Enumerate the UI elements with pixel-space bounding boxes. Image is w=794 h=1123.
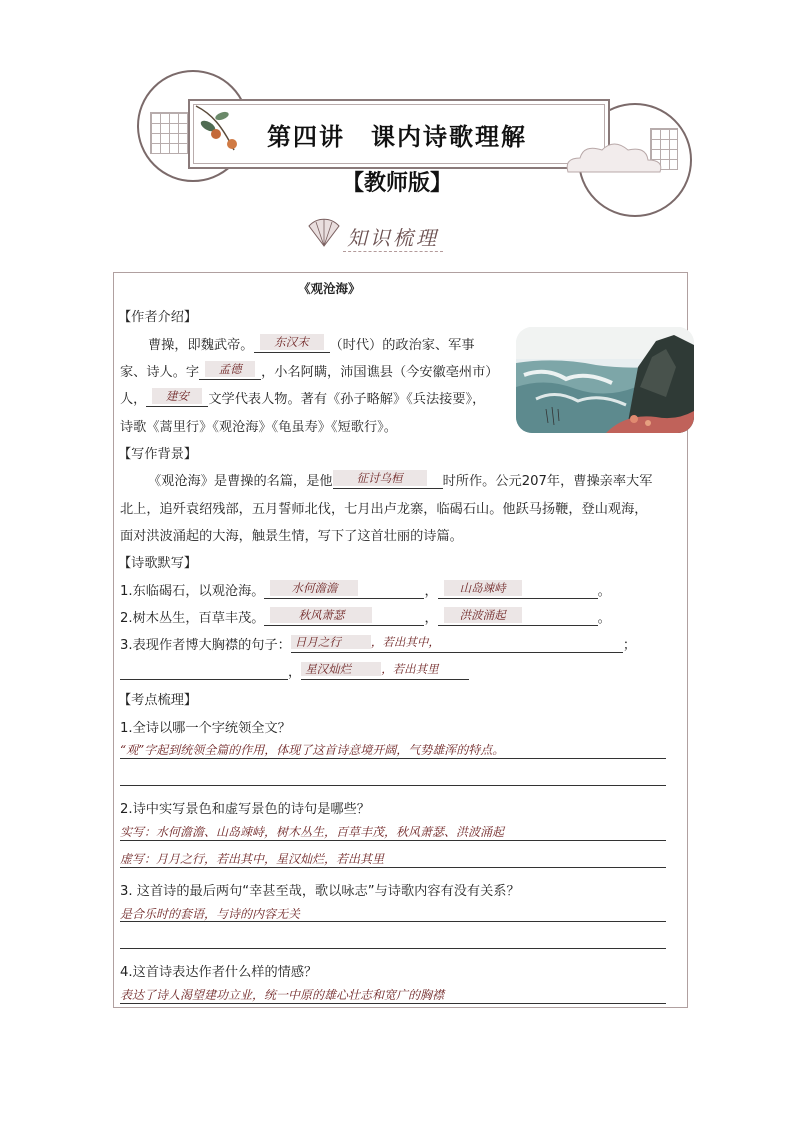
key-answer-3: 是合乐时的套语，与诗的内容无关 — [120, 907, 301, 921]
answer-blank — [291, 636, 463, 653]
author-intro-heading: 【作者介绍】 — [118, 310, 198, 325]
recitation-q1 — [120, 580, 611, 599]
text: 文学代表人物。著有《孙子略解》《兵法接要》， — [208, 392, 486, 407]
answer-blank — [463, 636, 623, 653]
period: 。 — [597, 611, 611, 626]
fan-icon — [306, 214, 342, 250]
blank-campaign — [333, 472, 443, 489]
semicolon: ； — [622, 638, 637, 653]
answer-text: 山岛竦峙 — [444, 580, 522, 596]
background-heading: 【写作背景】 — [118, 447, 198, 462]
author-line-3 — [120, 388, 485, 407]
background-line-2: 北上，追歼袁绍残部，五月誓师北伐，七月出卢龙寨，临碣石山。他跃马扬鞭，登山观海， — [120, 502, 648, 517]
answer-line — [120, 867, 666, 868]
key-question-3: 3. 这首诗的最后两句“幸甚至哉，歌以咏志”与诗歌内容有没有关系？ — [120, 884, 520, 899]
answer-blank — [120, 663, 288, 680]
answer-era: 东汉末 — [260, 334, 324, 350]
recitation-q2 — [120, 607, 611, 626]
text: 《观沧海》是曹操的名篇，是他 — [148, 474, 333, 489]
author-line-1 — [148, 334, 475, 353]
seascape-painting-image — [516, 327, 694, 433]
background-line-3: 面对洪波涌起的大海，触景生情，写下了这首壮丽的诗篇。 — [120, 529, 463, 544]
author-line-2 — [120, 361, 499, 380]
answer-line — [120, 1003, 666, 1004]
text: 1.东临碣石，以观沧海。 — [120, 584, 265, 599]
answer-line — [120, 921, 666, 922]
answer-blank — [438, 609, 598, 626]
key-answer-1: “观”字起到统领全篇的作用，体现了这首诗意境开阔，气势雄浑的特点。 — [120, 743, 505, 757]
answer-text: 秋风萧瑟 — [270, 607, 372, 623]
answer-line — [120, 840, 666, 841]
text: 3.表现作者博大胸襟的句子： — [120, 638, 291, 653]
key-question-4: 4.这首诗表达作者什么样的情感？ — [120, 965, 318, 980]
page-subtitle: 【教师版】 — [341, 170, 452, 196]
text: 家、诗人。字 — [120, 365, 200, 380]
key-answer-4: 表达了诗人渴望建功立业，统一中原的雄心壮志和宽广的胸襟 — [120, 988, 445, 1002]
answer-courtesy-name: 孟德 — [205, 361, 255, 377]
key-points-heading: 【考点梳理】 — [118, 693, 198, 708]
key-answer-2a: 实写：水何澹澹、山岛竦峙，树木丛生，百草丰茂，秋风萧瑟、洪波涌起 — [120, 825, 505, 839]
recitation-heading: 【诗歌默写】 — [118, 556, 198, 571]
answer-tail: ，若出其中， — [370, 635, 440, 649]
author-line-4: 诗歌《蒿里行》《观沧海》《龟虽寿》《短歌行》。 — [120, 420, 397, 435]
key-question-2: 2.诗中实写景色和虚写景色的诗句是哪些？ — [120, 802, 370, 817]
recitation-q3-line-2 — [120, 661, 469, 680]
answer-text — [291, 634, 463, 650]
answer-line — [120, 758, 666, 759]
answer-highlight: 日月之行 — [291, 635, 371, 649]
text: 人， — [120, 392, 147, 407]
comma: ， — [424, 611, 438, 626]
answer-text: 洪波涌起 — [444, 607, 522, 623]
text: 曹操，即魏武帝。 — [148, 338, 254, 353]
text: 时所作。公元207年，曹操亲率大军 — [442, 474, 653, 489]
blank-era — [254, 336, 330, 353]
comma: ， — [424, 584, 438, 599]
key-question-1: 1.全诗以哪一个字统领全文？ — [120, 721, 291, 736]
answer-blank — [264, 582, 424, 599]
answer-campaign: 征讨乌桓 — [333, 470, 427, 486]
text: 2.树木丛生，百草丰茂。 — [120, 611, 265, 626]
answer-blank — [438, 582, 598, 599]
answer-line — [120, 785, 666, 786]
period: 。 — [597, 584, 611, 599]
answer-text — [301, 661, 469, 677]
answer-line — [120, 948, 666, 949]
recitation-q3-line-1 — [120, 634, 636, 653]
page-title: 第四讲 课内诗歌理解 — [267, 122, 527, 151]
answer-highlight: 星汉灿烂 — [301, 662, 381, 676]
blank-literary-school — [146, 390, 208, 407]
answer-blank — [301, 663, 469, 680]
section-title: 知识梳理 — [343, 222, 443, 252]
answer-tail: ，若出其里 — [381, 662, 439, 676]
text: ，小名阿瞒，沛国谯县（今安徽亳州市） — [261, 365, 499, 380]
key-answer-2b: 虚写：月月之行，若出其中，星汉灿烂，若出其里 — [120, 852, 385, 866]
answer-blank — [264, 609, 424, 626]
poem-title: 《观沧海》 — [298, 281, 361, 296]
answer-literary-school: 建安 — [152, 388, 202, 404]
comma: ， — [288, 665, 302, 680]
answer-text: 水何澹澹 — [270, 580, 358, 596]
blank-courtesy-name — [199, 363, 261, 380]
background-line-1 — [148, 470, 652, 489]
text: （时代）的政治家、军事 — [329, 338, 475, 353]
